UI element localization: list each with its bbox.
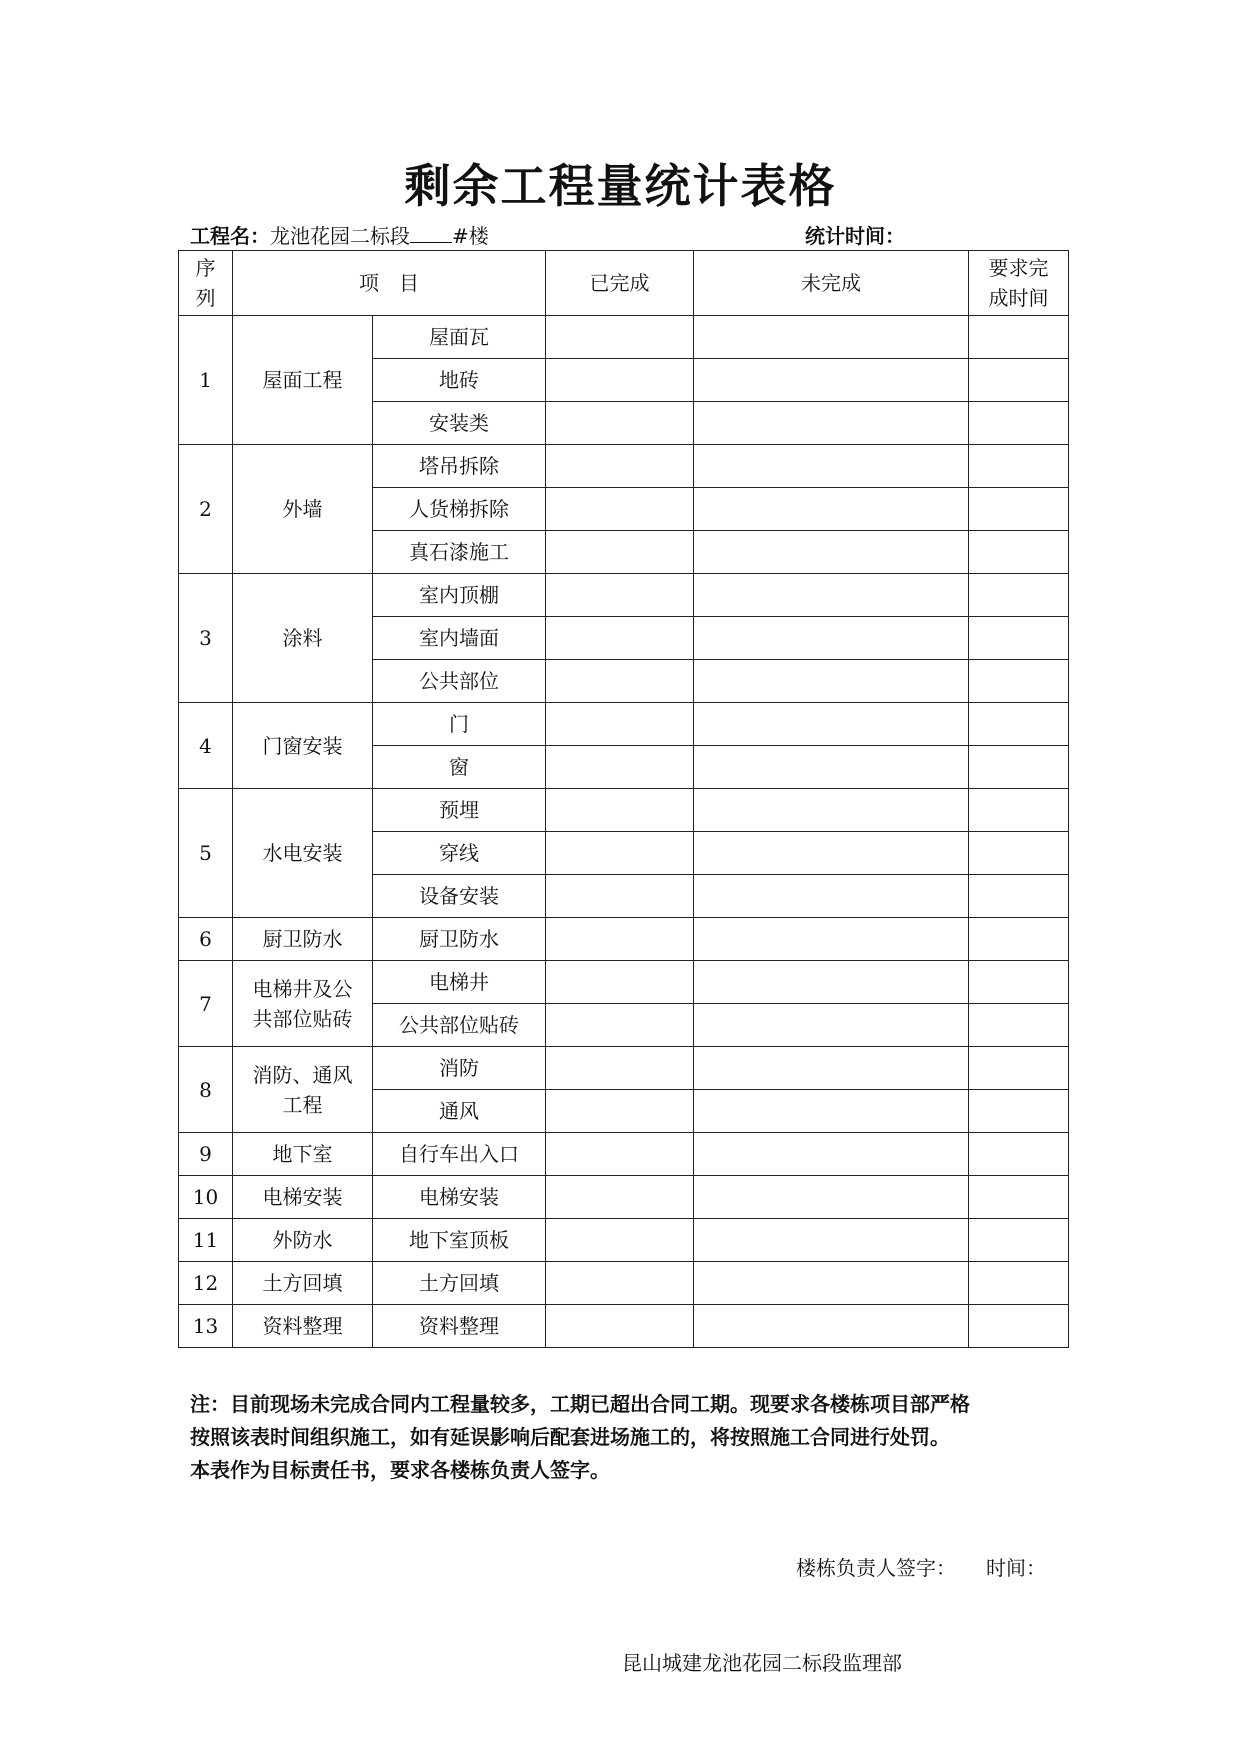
work-category [233, 1176, 373, 1219]
work-category-line: 涂料 [282, 626, 323, 650]
work-item: 地砖 [373, 359, 546, 402]
required-time-cell[interactable] [969, 574, 1069, 617]
building-number-blank [410, 224, 452, 243]
work-category [233, 1047, 373, 1133]
page-title: 剩余工程量统计表格 [404, 159, 837, 213]
row-number: 10 [179, 1176, 233, 1219]
required-time-cell[interactable] [969, 961, 1069, 1004]
undone-cell[interactable] [694, 1004, 969, 1047]
work-category [233, 1262, 373, 1305]
note-line-2: 按照该表时间组织施工，如有延误影响后配套进场施工的，将按照施工合同进行处罚。 [190, 1425, 950, 1449]
done-cell[interactable] [546, 1133, 694, 1176]
undone-cell[interactable] [694, 574, 969, 617]
undone-cell[interactable] [694, 660, 969, 703]
work-category [233, 789, 373, 918]
work-item: 真石漆施工 [373, 531, 546, 574]
table-row [179, 316, 1069, 359]
building-suffix: #楼 [452, 224, 489, 248]
signature-label: 楼栋负责人签字： [796, 1556, 956, 1580]
undone-cell[interactable] [694, 531, 969, 574]
row-number: 1 [179, 316, 233, 445]
header-no: 序 列 [179, 251, 233, 316]
work-item: 资料整理 [373, 1305, 546, 1348]
work-item: 自行车出入口 [373, 1133, 546, 1176]
required-time-cell[interactable] [969, 1176, 1069, 1219]
row-number: 6 [179, 918, 233, 961]
required-time-cell[interactable] [969, 875, 1069, 918]
work-item: 室内顶棚 [373, 574, 546, 617]
table-row [179, 1176, 1069, 1219]
note-text [190, 1388, 1090, 1487]
required-time-cell[interactable] [969, 531, 1069, 574]
done-cell[interactable] [546, 316, 694, 359]
work-item: 土方回填 [373, 1262, 546, 1305]
undone-cell[interactable] [694, 789, 969, 832]
work-item: 预埋 [373, 789, 546, 832]
done-cell[interactable] [546, 1219, 694, 1262]
work-category [233, 1219, 373, 1262]
work-item: 门 [373, 703, 546, 746]
row-number: 11 [179, 1219, 233, 1262]
work-category-line: 外墙 [282, 497, 323, 521]
undone-cell[interactable] [694, 1219, 969, 1262]
undone-cell[interactable] [694, 445, 969, 488]
table-row [179, 703, 1069, 746]
header-item: 项 目 [233, 251, 546, 316]
work-category [233, 1133, 373, 1176]
work-category-line: 屋面工程 [262, 368, 343, 392]
done-cell[interactable] [546, 789, 694, 832]
table-row [179, 1047, 1069, 1090]
work-category-line: 资料整理 [262, 1314, 343, 1338]
undone-cell[interactable] [694, 1047, 969, 1090]
work-item: 消防 [373, 1047, 546, 1090]
undone-cell[interactable] [694, 488, 969, 531]
required-time-cell[interactable] [969, 918, 1069, 961]
done-cell[interactable] [546, 574, 694, 617]
required-time-cell[interactable] [969, 1090, 1069, 1133]
undone-cell[interactable] [694, 359, 969, 402]
stat-time-label: 统计时间： [805, 224, 905, 248]
done-cell[interactable] [546, 1004, 694, 1047]
row-number: 8 [179, 1047, 233, 1133]
table-row [179, 445, 1069, 488]
table-row [179, 1219, 1069, 1262]
work-category-line: 共部位贴砖 [252, 1006, 353, 1031]
row-number: 7 [179, 961, 233, 1047]
row-number: 4 [179, 703, 233, 789]
work-item: 公共部位 [373, 660, 546, 703]
work-category-line: 水电安装 [262, 841, 343, 865]
work-item: 屋面瓦 [373, 316, 546, 359]
undone-cell[interactable] [694, 746, 969, 789]
undone-cell[interactable] [694, 617, 969, 660]
work-item: 厨卫防水 [373, 918, 546, 961]
work-category [233, 703, 373, 789]
signature-time-label: 时间： [986, 1556, 1046, 1580]
undone-cell[interactable] [694, 703, 969, 746]
undone-cell[interactable] [694, 1090, 969, 1133]
table-row [179, 918, 1069, 961]
work-category-line: 土方回填 [262, 1271, 343, 1295]
done-cell[interactable] [546, 875, 694, 918]
required-time-cell[interactable] [969, 1262, 1069, 1305]
required-time-cell[interactable] [969, 1305, 1069, 1348]
done-cell[interactable] [546, 1176, 694, 1219]
work-item: 窗 [373, 746, 546, 789]
required-time-cell[interactable] [969, 488, 1069, 531]
work-item: 电梯安装 [373, 1176, 546, 1219]
table-row [179, 961, 1069, 1004]
required-time-cell[interactable] [969, 1133, 1069, 1176]
note-line-3: 本表作为目标责任书，要求各楼栋负责人签字。 [190, 1458, 610, 1482]
done-cell[interactable] [546, 402, 694, 445]
table-header-row [179, 251, 1069, 316]
row-number: 5 [179, 789, 233, 918]
header-done: 已完成 [546, 251, 694, 316]
work-category-line: 外防水 [272, 1228, 333, 1252]
done-cell[interactable] [546, 488, 694, 531]
work-item: 公共部位贴砖 [373, 1004, 546, 1047]
row-number: 3 [179, 574, 233, 703]
work-category-line: 厨卫防水 [262, 927, 343, 951]
done-cell[interactable] [546, 703, 694, 746]
work-category-line: 电梯安装 [262, 1185, 343, 1209]
undone-cell[interactable] [694, 1305, 969, 1348]
work-item: 设备安装 [373, 875, 546, 918]
required-time-cell[interactable] [969, 617, 1069, 660]
required-time-cell[interactable] [969, 402, 1069, 445]
done-cell[interactable] [546, 918, 694, 961]
undone-cell[interactable] [694, 961, 969, 1004]
work-category [233, 316, 373, 445]
table-row [179, 574, 1069, 617]
done-cell[interactable] [546, 961, 694, 1004]
required-time-cell[interactable] [969, 746, 1069, 789]
work-item: 电梯井 [373, 961, 546, 1004]
undone-cell[interactable] [694, 875, 969, 918]
work-category [233, 918, 373, 961]
note-line-1: 注：目前现场未完成合同内工程量较多，工期已超出合同工期。现要求各楼栋项目部严格 [190, 1392, 970, 1416]
done-cell[interactable] [546, 1090, 694, 1133]
work-item: 穿线 [373, 832, 546, 875]
work-item: 塔吊拆除 [373, 445, 546, 488]
work-category [233, 961, 373, 1047]
row-number: 13 [179, 1305, 233, 1348]
header-required-time: 要求完 成时间 [969, 251, 1069, 316]
undone-cell[interactable] [694, 1176, 969, 1219]
done-cell[interactable] [546, 1305, 694, 1348]
stat-time-line [805, 220, 905, 249]
required-time-cell[interactable] [969, 832, 1069, 875]
table-row [179, 1133, 1069, 1176]
done-cell[interactable] [546, 445, 694, 488]
project-name: 龙池花园二标段 [270, 224, 410, 248]
undone-cell[interactable] [694, 316, 969, 359]
signature-line [796, 1552, 1076, 1581]
work-item: 地下室顶板 [373, 1219, 546, 1262]
required-time-cell[interactable] [969, 1219, 1069, 1262]
undone-cell[interactable] [694, 918, 969, 961]
table-row [179, 1305, 1069, 1348]
done-cell[interactable] [546, 832, 694, 875]
done-cell[interactable] [546, 531, 694, 574]
project-name-line [190, 220, 489, 249]
required-time-cell[interactable] [969, 660, 1069, 703]
done-cell[interactable] [546, 746, 694, 789]
done-cell[interactable] [546, 1047, 694, 1090]
work-category-line: 电梯井及公 [252, 976, 353, 1001]
required-time-cell[interactable] [969, 1047, 1069, 1090]
required-time-cell[interactable] [969, 359, 1069, 402]
required-time-cell[interactable] [969, 789, 1069, 832]
row-number: 12 [179, 1262, 233, 1305]
work-category-line: 消防、通风 [252, 1062, 353, 1087]
required-time-cell[interactable] [969, 445, 1069, 488]
work-item: 人货梯拆除 [373, 488, 546, 531]
done-cell[interactable] [546, 660, 694, 703]
work-category-line: 工程 [282, 1092, 323, 1117]
work-category-line: 地下室 [272, 1142, 333, 1166]
remaining-work-table [178, 250, 1069, 1348]
project-label: 工程名： [190, 224, 270, 248]
required-time-cell[interactable] [969, 316, 1069, 359]
work-item: 安装类 [373, 402, 546, 445]
undone-cell[interactable] [694, 1262, 969, 1305]
header-undone: 未完成 [694, 251, 969, 316]
work-item: 通风 [373, 1090, 546, 1133]
undone-cell[interactable] [694, 1133, 969, 1176]
work-item: 室内墙面 [373, 617, 546, 660]
undone-cell[interactable] [694, 832, 969, 875]
row-number: 2 [179, 445, 233, 574]
table-row [179, 1262, 1069, 1305]
required-time-cell[interactable] [969, 703, 1069, 746]
row-number: 9 [179, 1133, 233, 1176]
work-category-line: 门窗安装 [262, 733, 343, 758]
done-cell[interactable] [546, 359, 694, 402]
done-cell[interactable] [546, 617, 694, 660]
work-category [233, 1305, 373, 1348]
organization-name: 昆山城建龙池花园二标段监理部 [622, 1651, 902, 1675]
work-category [233, 445, 373, 574]
done-cell[interactable] [546, 1262, 694, 1305]
work-category [233, 574, 373, 703]
required-time-cell[interactable] [969, 1004, 1069, 1047]
undone-cell[interactable] [694, 402, 969, 445]
table-row [179, 789, 1069, 832]
